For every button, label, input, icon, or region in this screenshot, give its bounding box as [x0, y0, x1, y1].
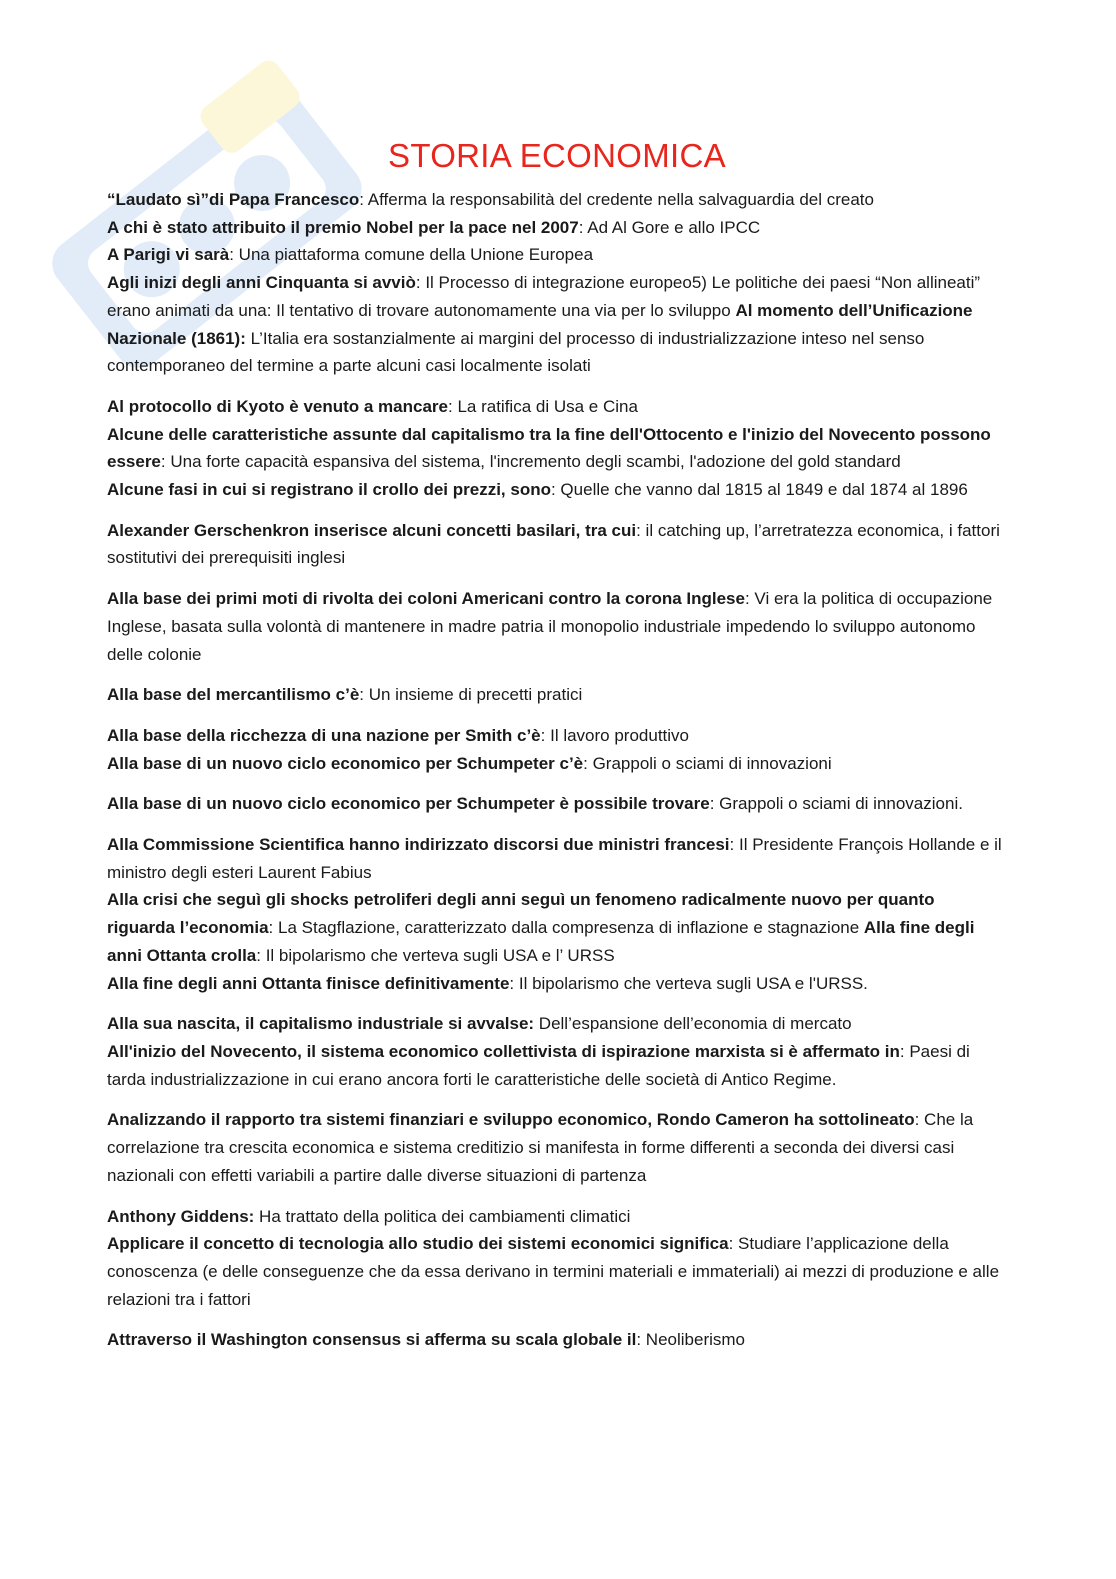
entry-answer: : Studiare l’applicazione della conoscenza (e delle conseguenze che da essa derivano in termini materiali e immateriali) ai mezzi di produzione e alle relazioni tra i fattori — [107, 1234, 1000, 1309]
entry-question: “Laudato sì”di Papa Francesco — [107, 190, 360, 209]
entry-answer: : La Stagflazione, caratterizzato dalla compresenza di inflazione e stagnazione — [268, 918, 864, 938]
entry-answer: Ha trattato della politica dei cambiamenti climatici — [254, 1206, 631, 1226]
entry-answer: : Il Presidente François Hollande e il ministro degli esteri Laurent Fabius — [107, 835, 1002, 882]
entry — [107, 831, 1007, 886]
entry-answer: : Il bipolarismo che verteva sugli USA e l’ URSS — [256, 945, 615, 965]
entry — [107, 393, 1007, 421]
entry — [107, 517, 1007, 572]
entry-answer: : Neoliberismo — [636, 1330, 746, 1350]
entry-answer: : Afferma la responsabilità del credente nella salvaguardia del creato — [359, 190, 874, 209]
entry-question: A chi è stato attribuito il premio Nobel per la pace nel 2007 — [107, 217, 579, 237]
entry — [107, 790, 1007, 818]
entry — [107, 1010, 1007, 1038]
entry-answer: : Una piattaforma comune della Unione Europea — [229, 245, 594, 265]
entry-answer: : Quelle che vanno dal 1815 al 1849 e dal 1874 al 1896 — [550, 480, 968, 500]
entry — [107, 886, 1007, 969]
entry-answer: : Il Processo di integrazione europeo5) Le politiche dei paesi “Non allineati” erano animati da una: Il tentativo di trovare autonomamente una via per lo sviluppo — [107, 273, 981, 320]
entry-question: Alla fine degli anni Ottanta finisce definitivamente — [107, 973, 510, 993]
entry-question: Alla base di un nuovo ciclo economico per Schumpeter c’è — [107, 753, 584, 773]
entry-question: Alla base del mercantilismo c’è — [107, 685, 360, 705]
entry — [107, 476, 1007, 504]
entry-question: Alla fine degli anni Ottanta crolla — [107, 918, 975, 965]
entry-answer: Dell’espansione dell’economia di mercato — [534, 1014, 852, 1034]
entry-answer: : Che la correlazione tra crescita economica e sistema creditizio si manifesta in forme differenti a seconda dei diversi casi nazionali con effetti variabili a partire dalle diverse situazioni di partenza — [107, 1110, 974, 1185]
entry-question: Alla base dei primi moti di rivolta dei coloni Americani contro la corona Inglese — [107, 589, 745, 609]
entry — [107, 186, 1007, 214]
entry — [107, 1326, 1007, 1354]
entry — [107, 722, 1007, 750]
entry-answer: : Un insieme di precetti pratici — [359, 685, 583, 705]
entry-answer: : Una forte capacità espansiva del sistema, l'incremento degli scambi, l'adozione del gold standard — [160, 452, 901, 472]
entry-question: A Parigi vi sarà — [107, 245, 230, 265]
entry-question: Alcune fasi in cui si registrano il crollo dei prezzi, sono — [107, 480, 551, 500]
page-title: STORIA ECONOMICA — [388, 137, 726, 174]
entry-answer: L’Italia era sostanzialmente ai margini del processo di industrializzazione inteso nel senso contemporaneo del termine a parte alcuni casi localmente isolati — [107, 328, 925, 376]
entry-question: Al protocollo di Kyoto è venuto a mancare — [107, 396, 448, 416]
entry-list — [107, 186, 1007, 1354]
entry — [107, 681, 1007, 709]
entry-question: Alcune delle caratteristiche assunte dal capitalismo tra la fine dell'Ottocento e l'inizio del Novecento possono essere — [107, 424, 991, 472]
entry-question: Alla base di un nuovo ciclo economico per Schumpeter è possibile trovare — [107, 794, 710, 814]
entry-answer: : Vi era la politica di occupazione Inglese, basata sulla volontà di mantenere in madre patria il monopolio industriale impedendo lo sviluppo autonomo delle colonie — [107, 589, 993, 664]
entry-question: Alexander Gerschenkron inserisce alcuni concetti basilari, tra cui — [107, 520, 637, 540]
entry-answer: : il catching up, l’arretratezza economica, i fattori sostitutivi dei prerequisiti inglesi — [107, 520, 1000, 568]
entry — [107, 970, 1007, 998]
entry-answer: : Il lavoro produttivo — [540, 725, 690, 745]
entry-question: Alla Commissione Scientifica hanno indirizzato discorsi due ministri francesi — [107, 835, 730, 855]
entry-answer: : Paesi di tarda industrializzazione in cui erano ancora forti le caratteristiche delle società di Antico Regime. — [107, 1041, 970, 1089]
entry-question: Analizzando il rapporto tra sistemi finanziari e sviluppo economico, Rondo Cameron ha sottolineato — [107, 1110, 915, 1130]
entry-question: Attraverso il Washington consensus si afferma su scala globale il — [107, 1330, 637, 1350]
entry — [107, 750, 1007, 778]
entry-question: Alla base della ricchezza di una nazione per Smith c’è — [107, 725, 541, 745]
entry-question: Agli inizi degli anni Cinquanta si avviò — [107, 273, 416, 293]
entry — [107, 421, 1007, 476]
entry-question: Applicare il concetto di tecnologia allo studio dei sistemi economici significa — [107, 1234, 729, 1254]
entry — [107, 1230, 1007, 1313]
entry — [107, 269, 1007, 380]
entry — [107, 1038, 1007, 1093]
entry — [107, 585, 1007, 668]
entry-question: Alla sua nascita, il capitalismo industriale si avvalse: — [107, 1014, 535, 1034]
entry-answer: : Grappoli o sciami di innovazioni — [583, 753, 832, 773]
entry — [107, 241, 1007, 269]
entry — [107, 1106, 1007, 1189]
entry-question: Anthony Giddens: — [107, 1206, 255, 1226]
entry — [107, 1203, 1007, 1231]
entry — [107, 214, 1007, 242]
document-page — [107, 130, 1007, 1354]
entry-answer: : Il bipolarismo che verteva sugli USA e l'URSS. — [509, 973, 868, 993]
entry-question: All'inizio del Novecento, il sistema economico collettivista di ispirazione marxista si è affermato in — [107, 1041, 900, 1061]
entry-answer: : La ratifica di Usa e Cina — [448, 396, 638, 416]
entry-answer: : Ad Al Gore e allo IPCC — [578, 217, 761, 237]
entry-question: Al momento dell’Unificazione Nazionale (1861): — [107, 300, 973, 348]
entry-question: Alla crisi che seguì gli shocks petroliferi degli anni seguì un fenomeno radicalmente nuovo per quanto riguarda l’economia — [107, 890, 935, 938]
entry-answer: : Grappoli o sciami di innovazioni. — [709, 794, 963, 814]
